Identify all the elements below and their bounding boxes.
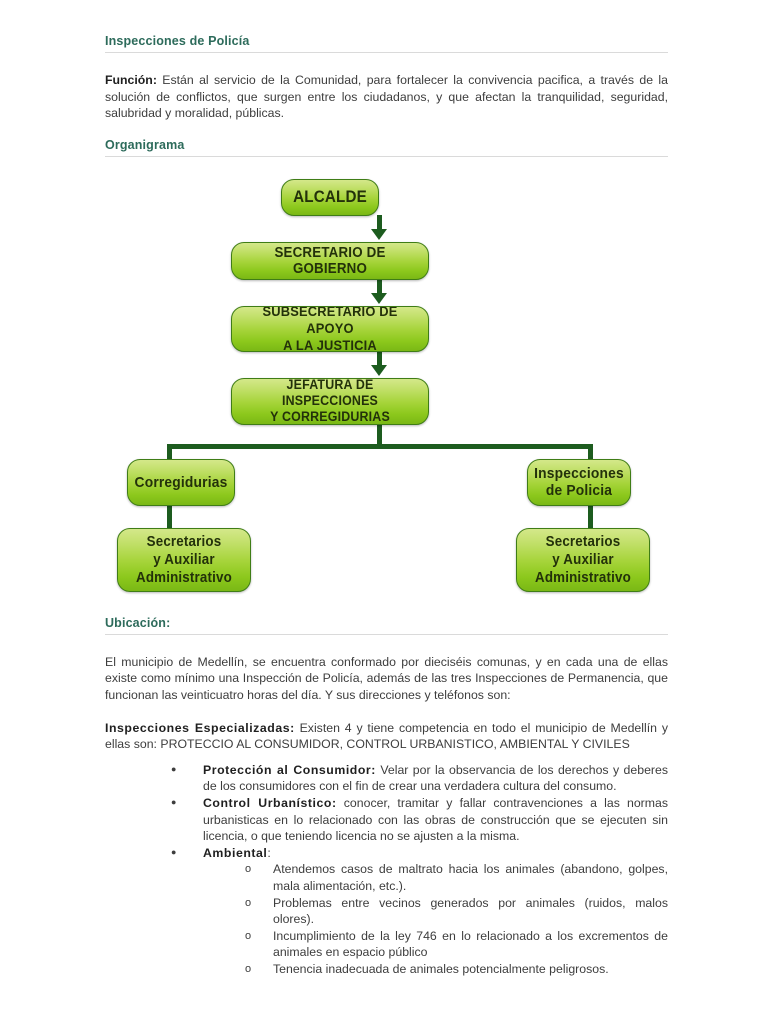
sub-list-item: o Atendemos casos de maltrato hacia los animales (abandono, golpes, mala alimentación, etc.). (245, 861, 668, 894)
especializadas-paragraph (105, 720, 668, 753)
arrow-subsecretario-jefatura (371, 365, 387, 376)
list-item-label: Control Urbanístico: (203, 795, 337, 810)
connector-jefatura-stem (377, 424, 382, 446)
node-corregidurias: Corregidurias (127, 459, 235, 506)
sub-list-item: o Problemas entre vecinos generados por animales (ruidos, malos olores). (245, 895, 668, 928)
list-item (171, 762, 668, 795)
page-title: Inspecciones de Policía (105, 34, 668, 53)
list-item-text: conocer, tramitar y fallar contravenciones a las normas urbanisticas en lo relacionado con las obras de construcción que se ejecuten sin licencia, o que teniendo licencia no se ajusten a la misma. (203, 795, 669, 844)
node-secretarios-left: Secretarios y Auxiliar Administrativo (117, 528, 251, 592)
funcion-text: Están al servicio de la Comunidad, para fortalecer la convivencia pacifica, a través de la solución de conflictos, que surgen entre los ciudadanos, y que afectan la tranquilidad, seguridad, salubridad y moralidad, públicas. (105, 73, 668, 121)
organigrama-heading: Organigrama (105, 138, 668, 157)
organigrama-diagram (105, 171, 665, 616)
connector-jefatura-crossbar (167, 444, 593, 449)
arrow-alcalde-secretario (371, 229, 387, 240)
node-alcalde: ALCALDE (281, 179, 379, 216)
ambiental-sublist (203, 861, 668, 977)
node-subsecretario: SUBSECRETARIO DE APOYO A LA JUSTICIA (231, 306, 429, 352)
sub-list-item: o Tenencia inadecuada de animales potencialmente peligrosos. (245, 961, 668, 978)
funcion-paragraph (105, 72, 668, 122)
arrow-secretario-subsecretario (371, 293, 387, 304)
list-item-text: Velar por la observancia de los derechos y deberes de los consumidores con el fin de crear una verdadera cultura del consumo. (203, 762, 668, 794)
list-item (171, 795, 668, 845)
sub-list-item: o Incumplimiento de la ley 746 en lo relacionado a los excrementos de animales en espacio público (245, 928, 668, 961)
list-item (171, 845, 668, 978)
spacer (105, 122, 668, 138)
node-inspecciones-policia: Inspecciones de Policia (527, 459, 631, 506)
funcion-label: Función: (105, 73, 157, 87)
node-secretarios-right: Secretarios y Auxiliar Administrativo (516, 528, 650, 592)
node-secretario-gobierno: SECRETARIO DE GOBIERNO (231, 242, 429, 280)
spacer (105, 704, 668, 720)
node-jefatura: JEFATURA DE INSPECCIONES Y CORREGIDURIAS (231, 378, 429, 425)
ubicacion-paragraph: El municipio de Medellín, se encuentra conformado por dieciséis comunas, y en cada una de ellas existe como mínimo una Inspección de Policía, además de las tres Inspecciones de Permanencia, que funcionan las veinticuatro horas del día. Y sus direcciones y teléfonos son: (105, 654, 668, 702)
ubicacion-heading: Ubicación: (105, 616, 668, 635)
spacer (105, 635, 668, 654)
list-item-label: Protección al Consumidor: (203, 762, 376, 777)
list-item-text: : (267, 845, 271, 860)
list-item-label: Ambiental (203, 845, 268, 860)
especializadas-list (105, 762, 668, 978)
especializadas-text: Existen 4 y tiene competencia en todo el municipio de Medellín y ellas son: PROTECCIO AL CONSUMIDOR, CONTROL URBANISTICO, AMBIENTAL Y CIVILES (105, 720, 668, 752)
especializadas-label: Inspecciones Especializadas: (105, 720, 295, 735)
spacer (105, 53, 668, 72)
